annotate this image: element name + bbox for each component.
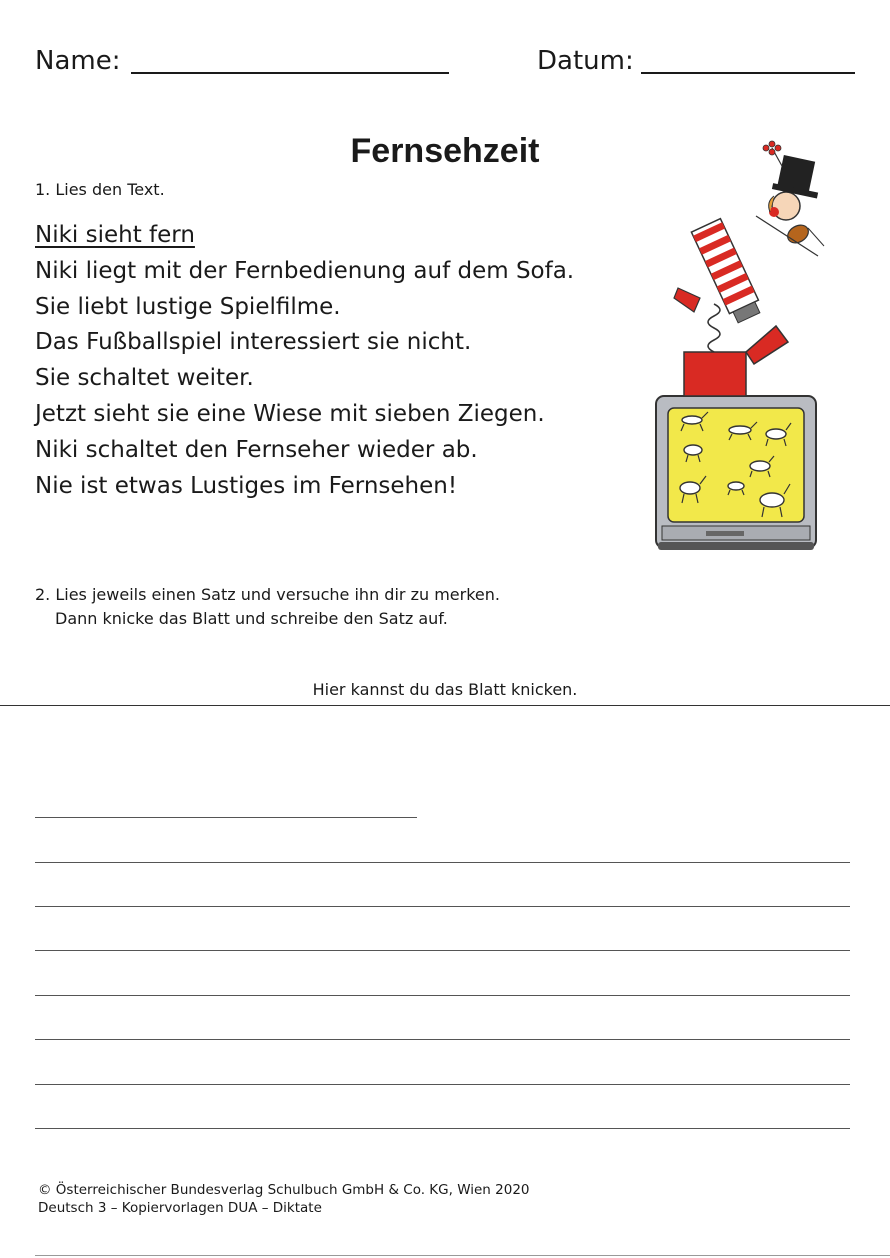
jack-in-the-box-icon [674, 141, 824, 396]
story-line: Nie ist etwas Lustiges im Fernsehen! [35, 472, 458, 499]
story-text [35, 218, 574, 504]
footer-series: Deutsch 3 – Kopiervorlagen DUA – Diktate [38, 1200, 322, 1216]
story-title: Niki sieht fern [35, 222, 195, 248]
date-label: Datum: [537, 46, 634, 76]
story-line: Niki schaltet den Fernseher wieder ab. [35, 436, 478, 463]
story-line: Sie schaltet weiter. [35, 365, 254, 392]
name-label: Name: [35, 46, 121, 76]
fold-line [0, 705, 890, 706]
story-line: Sie liebt lustige Spielfilme. [35, 293, 341, 320]
write-line[interactable] [35, 995, 850, 996]
story-line: Niki liegt mit der Fernbedienung auf dem Sofa. [35, 257, 575, 284]
story-line: Das Fußballspiel interessiert sie nicht. [35, 329, 472, 356]
write-line[interactable] [35, 950, 850, 951]
clown-tv-illustration [648, 138, 828, 560]
tv-icon [656, 396, 816, 550]
story-line: Jetzt sieht sie eine Wiese mit sieben Ziegen. [35, 400, 545, 427]
write-line[interactable] [35, 1084, 850, 1085]
write-line[interactable] [35, 1128, 850, 1129]
write-line[interactable] [35, 1039, 850, 1040]
name-write-line[interactable] [131, 72, 449, 74]
task-2-instruction-line-1: 2. Lies jeweils einen Satz und versuche ihn dir zu merken. [35, 585, 500, 604]
date-write-line[interactable] [641, 72, 855, 74]
page-title: Fernsehzeit [350, 132, 540, 170]
bottom-rule [35, 1255, 890, 1256]
write-line[interactable] [35, 906, 850, 907]
task-1-instruction: 1. Lies den Text. [35, 180, 165, 199]
task-2-instruction-line-2: Dann knicke das Blatt und schreibe den Satz auf. [55, 609, 448, 628]
write-line[interactable] [35, 862, 850, 863]
footer-copyright: © Österreichischer Bundesverlag Schulbuch GmbH & Co. KG, Wien 2020 [38, 1182, 530, 1198]
write-line-short[interactable] [35, 817, 417, 818]
fold-hint: Hier kannst du das Blatt knicken. [312, 680, 578, 699]
